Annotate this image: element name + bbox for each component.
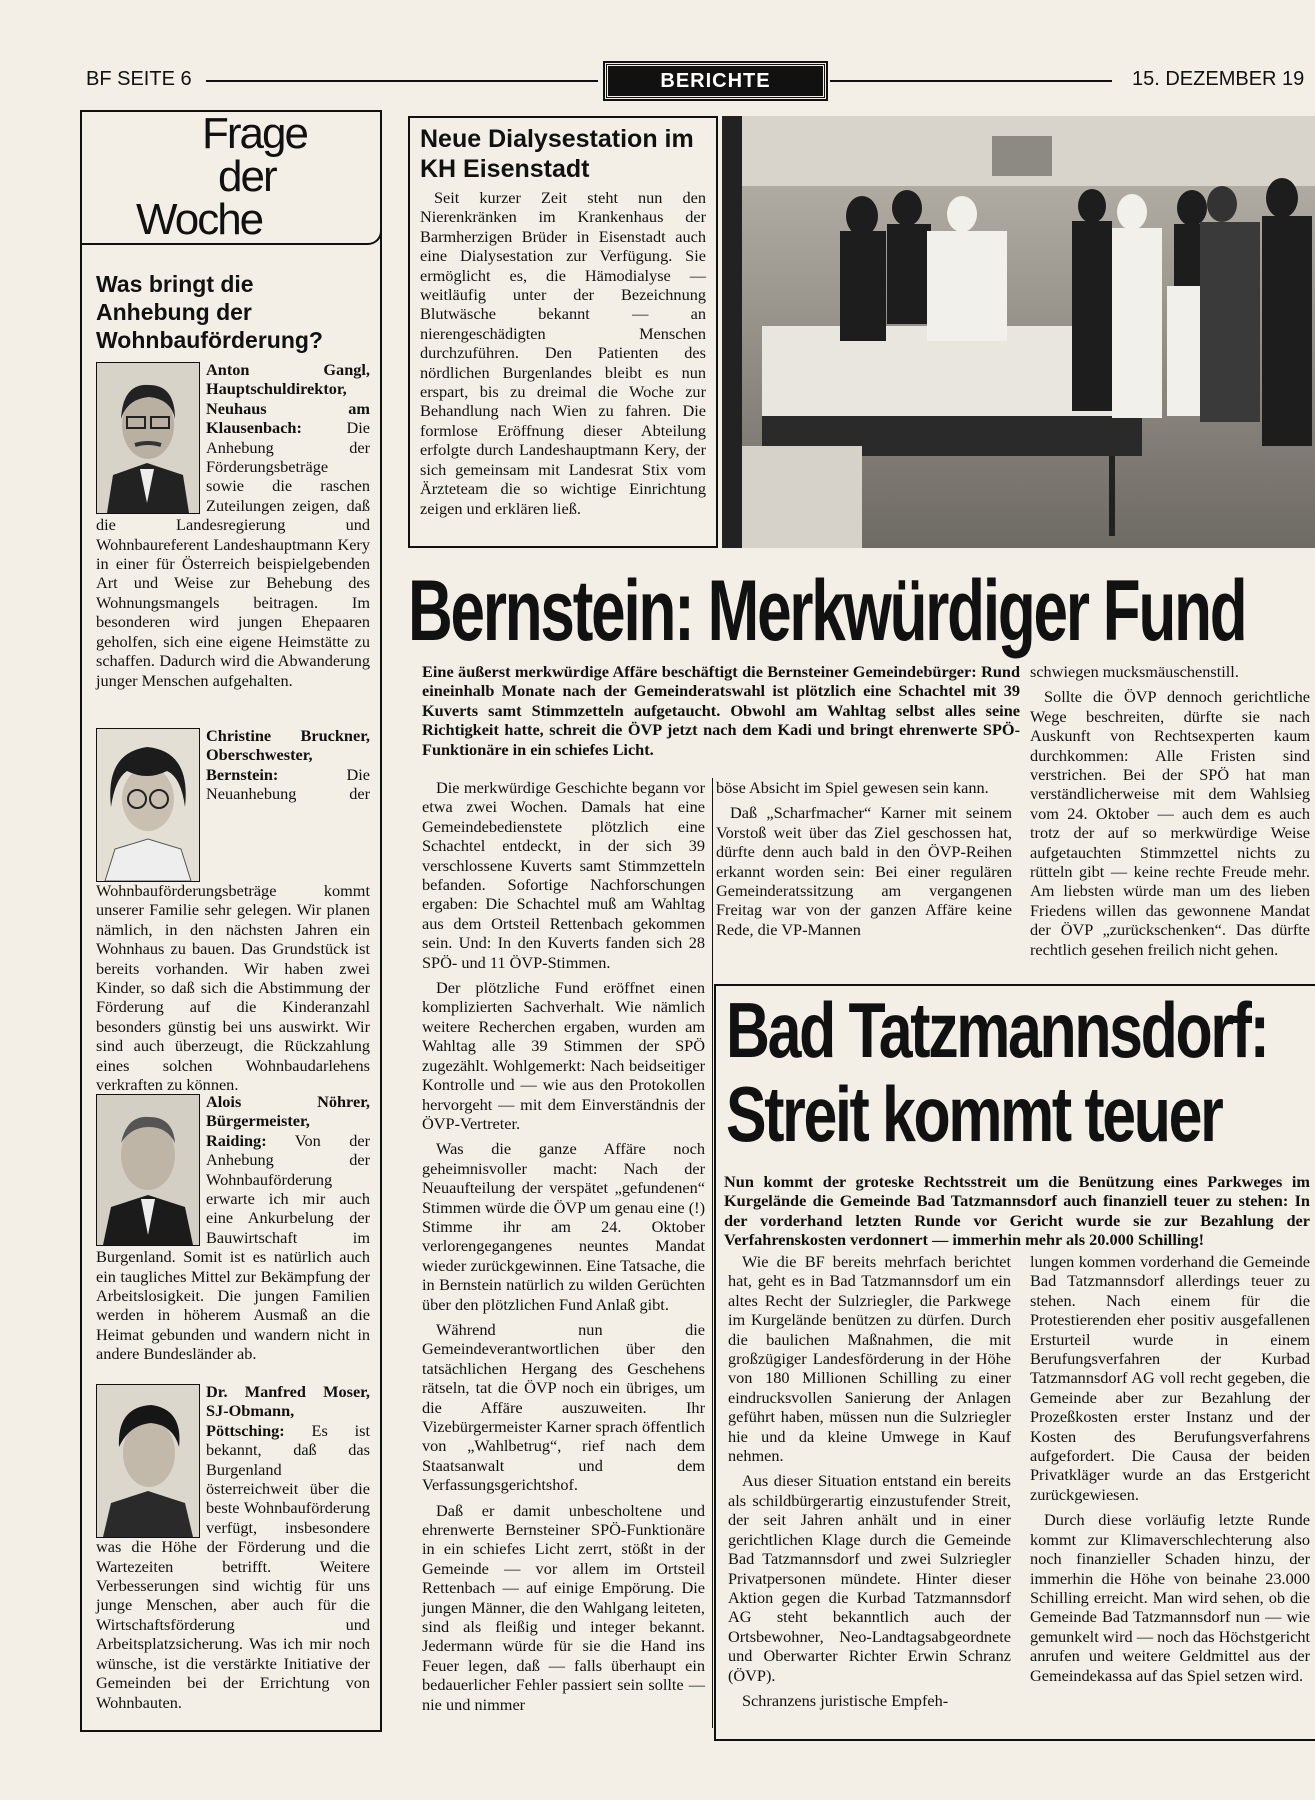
bernstein-col-2 [716, 778, 1012, 945]
frage-title [136, 109, 336, 244]
bernstein-headline: Bernstein: Merkwürdiger Fund [408, 563, 1246, 659]
frage-entry-1 [96, 360, 370, 690]
header-rule-right [830, 80, 1112, 82]
column-divider [712, 778, 713, 1728]
bernstein-col-3 [1030, 662, 1310, 962]
frage-question: Was bringt die Anhebung der Wohnbauförderung? [96, 271, 323, 353]
tatzmannsdorf-col1-para: Aus dieser Situation entstand ein bereits als schildbürgerartig einzustufender Streit, der seit Jahren anhält und in einer gerichtlichen Klage durch die Gemeinde Bad Tatzmannsdorf und zwei Sulzriegler Privatpersonen mündete. Hinter dieser Aktion gegen die Kurbad Tatzmannsdorf AG steht bekanntlich auch der Ortsbewohner, Neo-Landtagsabgeordnete und Oberwarter Richter Erwin Schranz (ÖVP). [728, 1471, 1011, 1685]
bernstein-col-1 [422, 778, 705, 1720]
entry-2-text: Die Neuanhebung der Wohnbauförderungsbeträge kommt unserer Familie sehr gelegen. Wir planen nämlich, in den nächsten Jahren ein Wohnhaus zu bauen. Das Grundstück ist bereits vorhanden. Wir haben zwei Kinder, so daß sich die Abstimmung der Förderung auf die Kinderanzahl besonders günstig bei uns auswirkt. Wir sind auch überzeugt, die Rückzahlung eines solchen Wohnbaudarlehens verkraften zu können. [96, 764, 370, 1095]
dialyse-photo [722, 116, 1315, 548]
frage-entry-4 [96, 1382, 370, 1712]
tatzmannsdorf-col1-para: Schranzens juristische Empfeh- [742, 1690, 949, 1710]
entry-1-text: Die Anhebung der Förderungsbeträge sowie die raschen Zuteilungen zeigen, daß die Landesregierung und Wohnbaureferent Landeshauptmann Kery in einer für Österreich beispielgebenden Art und Weise zur Behebung des Wohnungsmangels beitragen. Im besonderen wird jungen Ehepaaren geholfen, sich eine eigene Heimstätte zu schaffen. Dadurch wird die Abwanderung junger Menschen aufgehalten. [96, 418, 370, 690]
entry-1-name: Anton Gangl, Hauptschuldirektor, Neuhaus am Klausenbach: [206, 360, 370, 438]
bernstein-col1-para: Die merkwürdige Geschichte begann vor etwa zwei Wochen. Damals hat eine Gemeindebedienstete plötzlich eine Schachtel entdeckt, in der sich 39 verschlossene Kuverts samt Stimmzetteln befanden. Sofortige Nachforschungen ergaben: Die Schachtel muß am Wahltag aus dem Ortsteil Rettenbach gekommen sein. Und: In den Kuverts fanden sich 28 SPÖ- und 11 ÖVP-Stimmen. [422, 778, 705, 972]
entry-3-name: Alois Nöhrer, Bürgermeister, Raiding: [206, 1092, 370, 1150]
frage-entry-2 [96, 726, 370, 1094]
tatzmannsdorf-lead: Nun kommt der groteske Rechtsstreit um die Benützung eines Parkweges im Kurgelände die Gemeinde Bad Tatzmannsdorf auch finanziell teuer zu stehen: In der vorderhand letzten Runde vor Gericht wurde sie zur Bezahlung der Verfahrenskosten verdonnert — immerhin mehr als 20.000 Schilling! [724, 1172, 1310, 1250]
bernstein-col1-para: Während nun die Gemeindeverantwortlichen über den tatsächlichen Hergang des Geschehens rätseln, tat die ÖVP noch ein übriges, um die Affäre auszuweiten. Ihr Vizebürgermeister Karner sprach öffentlich von „Wahlbetrug“, rief nach dem Staatsanwalt und dem Verfassungsgerichtshof. [422, 1319, 705, 1495]
frage-title-line3: Woche [136, 195, 263, 244]
dialyse-title: Neue Dialysestation im KH Eisenstadt [420, 125, 694, 183]
bernstein-col3-para: Sollte die ÖVP dennoch gerichtliche Wege beschreiten, dürfte sie nach Auskunft von Rechtsexperten kaum durchkommen: Alle Fristen sind verstrichen. Bei der SPÖ hat man verständlicherweise mit dem Wahlsieg vom 24. Oktober — auch dem es auch trotz der auf so merkwürdige Weise aufgetauchten Stimmzettel nichts zu rütteln gibt — keine rechte Freude mehr. Am liebsten würde man um des lieben Friedens willen das gewonnene Mandat der ÖVP „zurückschenken“. Das dürfte rechtlich gesehen freilich nicht gehen. [1030, 687, 1310, 959]
hospital-ward-photo-icon [722, 116, 1315, 548]
tatzmannsdorf-headline-2: Streit kommt teuer [726, 1070, 1222, 1158]
header-rule-left [206, 80, 598, 82]
entry-4-name: Dr. Manfred Moser, SJ-Obmann, Pöttsching: [206, 1382, 370, 1440]
entry-3-text: Von der Anhebung der Wohnbauförderung erwarte ich mir auch eine Ankurbelung der Bauwirtschaft im Burgenland. Somit ist es natürlich auch ein taugliches Mittel zur Bekämpfung der Arbeitslosigkeit. Die jungen Familien werden in höherem Ausmaß an die Heimat gebunden und wandern nicht in andere Bundesländer ab. [96, 1130, 370, 1364]
tatzmannsdorf-col2-para: Durch diese vorläufig letzte Runde kommt zur Klimaverschlechterung also noch finanzieller Schaden hinzu, der immerhin die Höhe von beinahe 23.000 Schilling erreicht. Man wird sehen, ob die Gemeinde Bad Tatzmannsdorf nun — wie gemunkelt wird — noch das Höchstgericht anrufen und weitere Geldmittel aus der Gemeindekassa auf das Spiel setzen wird. [1030, 1510, 1310, 1685]
bernstein-col3-para: schwiegen mucksmäuschenstill. [1030, 662, 1239, 681]
bernstein-col1-para: Der plötzliche Fund eröffnet einen komplizierten Sachverhalt. Wie nämlich weitere Recherchen ergaben, wurden am Wahltag alle 39 Stimmen der SPÖ zugezählt. Wohlgemerkt: Nach beidseitiger Kontrolle und — wie aus den Protokollen hervorgeht — mit dem Einverständnis der ÖVP-Vertreter. [422, 978, 705, 1133]
bernstein-lead: Eine äußerst merkwürdige Affäre beschäftigt die Bernsteiner Gemeindebürger: Rund eineinhalb Monate nach der Gemeinderatswahl ist plötzlich eine Schachtel mit 39 Kuverts samt Stimmzetteln aufgetaucht. Obwohl am Wahltag selbst alles seine Richtigkeit hatte, schreit die ÖVP jetzt nach dem Kadi und bringt ehrenwerte SPÖ-Funktionäre in ein schiefes Licht. [422, 662, 1020, 759]
frage-title-line1: Frage [202, 109, 307, 158]
entry-2-name: Christine Bruckner, Oberschwester, Bernstein: [206, 726, 370, 784]
tatzmannsdorf-headline-1: Bad Tatzmannsdorf: [726, 986, 1268, 1074]
section-tag: BERICHTE [605, 63, 826, 99]
bernstein-col1-para: Was die ganze Affäre noch geheimnisvoller macht: Nach der Neuaufteilung der verspätet „gefundenen“ Stimmen würde die ÖVP um genau eine (!) Stimme ihr am 24. Oktober verlorengegangenes neuntes Mandat wieder zurückgewinnen. Eine Tatsache, die in Bernstein natürlich zu wilden Gerüchten über den plötzlichen Fund Anlaß gibt. [422, 1139, 705, 1314]
dialyse-text: Seit kurzer Zeit steht nun den Nierenkränken im Krankenhaus der Barmherzigen Brüder in Eisenstadt auch eine Dialysestation zur Verfügung. Sie ermöglicht es, die Hämodialyse — weitläufig unter der Bezeichnung Blutwäsche bekannt — an nierengeschädigten Menschen durchzuführen. Den Patienten des nördlichen Burgenlandes bleibt es nun erspart, bis zu dreimal die Woche zur Behandlung nach Wien zu fahren. Die formlose Eröffnung dieser Abteilung erfolgte durch Landeshauptmann Kery, der sich gemeinsam mit Landesrat Stix vom Ärzteteam die so wichtige Einrichtung zeigen und erklären ließ. [420, 188, 706, 518]
frage-entry-3 [96, 1092, 370, 1364]
bernstein-col2-para: Daß „Scharfmacher“ Karner mit seinem Vorstoß weit über das Ziel geschossen hat, dürfte denn auch bald in den ÖVP-Reihen erkannt worden sein: Bei einer regulären Gemeinderatssitzung am vergangenen Freitag war von der ganzen Affäre keine Rede, die VP-Mannen [716, 803, 1012, 939]
entry-4-text: Es ist bekannt, daß das Burgenland österreichweit über die beste Wohnbauförderung verfügt, insbesondere was die Höhe der Förderung und die Wartezeiten betrifft. Weitere Verbesserungen sind wichtig für uns junge Menschen, aber auch für die Wirtschaftsförderung und Arbeitsplatzsicherung. Was ich mir noch wünsche, ist die verstärkte Initiative der Gemeinden bei der Errichtung von Wohnbauten. [96, 1420, 370, 1712]
tatzmannsdorf-col2-para: lungen kommen vorderhand die Gemeinde Bad Tatzmannsdorf allerdings teuer zu stehen. Nach einem für die Protestierenden eher positiv ausgefallenen Ersturteil wurde in einem Berufungsverfahren der Kurbad Tatzmannsdorf AG voll recht gegeben, die Gemeinde aber zur Bezahlung der Prozeßkosten erster Instanz und der Kosten des Berufungsverfahrens aufgefordert. Die Causa der beiden Privatkläger wurde an das Erstgericht zurückgewiesen. [1030, 1252, 1310, 1504]
tatzmannsdorf-col-1 [728, 1252, 1011, 1716]
tatzmannsdorf-col-2 [1030, 1252, 1310, 1732]
tatzmannsdorf-col1-para: Wie die BF bereits mehrfach berichtet hat, geht es in Bad Tatzmannsdorf um ein altes Recht der Sulzriegler, die Parkwege im Kurgelände benützen zu dürfen. Durch die baulichen Maßnahmen, die mit großzügiger Landesförderung in der Höhe von 180 Millionen Schilling zu einer eindrucksvollen Sanierung der Anlagen geführt haben, müssen nun die Sulzriegler hie und da kleine Umwege in Kauf nehmen. [728, 1252, 1011, 1466]
page-number: BF SEITE 6 [86, 68, 192, 90]
bernstein-col1-para: Daß er damit unbescholtene und ehrenwerte Bernsteiner SPÖ-Funktionäre in ein schiefes Licht zerrt, stößt in der Gemeinde — vor allem im Ortsteil Rettenbach — auf einige Empörung. Die jungen Männer, die den Wahlgang leiteten, sind als fleißig und integer bekannt. Jedermann würde für sie die Hand ins Feuer legen, daß — falls überhaupt ein bedauerlicher Fehler passiert sein sollte — nie und nimmer [422, 1500, 705, 1714]
issue-date: 15. DEZEMBER 19 [1132, 68, 1305, 90]
frage-title-line2: der [218, 152, 276, 201]
bernstein-col2-para: böse Absicht im Spiel gewesen sein kann. [716, 778, 989, 797]
